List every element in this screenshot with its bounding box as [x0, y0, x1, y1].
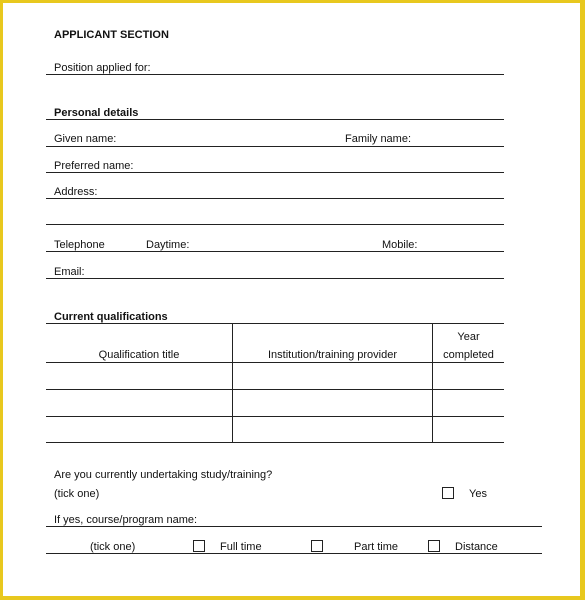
- yes-label: Yes: [469, 488, 487, 500]
- form-page: [3, 3, 580, 596]
- table-cell[interactable]: [433, 363, 504, 389]
- yes-checkbox[interactable]: [442, 487, 454, 499]
- study-question: Are you currently undertaking study/training?: [54, 469, 273, 481]
- course-name-field[interactable]: [46, 526, 542, 527]
- section-divider: [46, 119, 504, 120]
- table-cell[interactable]: [46, 363, 232, 389]
- email-label: Email:: [54, 266, 85, 278]
- address-field-line-2[interactable]: [46, 224, 504, 225]
- table-cell[interactable]: [233, 363, 432, 389]
- part-time-label: Part time: [354, 541, 399, 553]
- part-time-checkbox[interactable]: [311, 540, 323, 552]
- preferred-name-field[interactable]: [46, 172, 504, 173]
- table-cell[interactable]: [233, 417, 432, 442]
- full-time-label: Full time: [220, 541, 262, 553]
- address-field-line-1[interactable]: [46, 198, 504, 199]
- position-label: Position applied for:: [54, 62, 151, 74]
- mobile-label: Mobile:: [382, 239, 418, 251]
- table-cell[interactable]: [46, 390, 232, 416]
- telephone-label: Telephone: [54, 239, 105, 251]
- table-cell[interactable]: [233, 390, 432, 416]
- study-mode-line: [46, 553, 542, 554]
- header-year-line1: Year: [457, 331, 480, 343]
- personal-details-heading: Personal details: [54, 107, 139, 119]
- name-field[interactable]: [46, 146, 504, 147]
- tick-one-hint: (tick one): [54, 488, 100, 500]
- address-label: Address:: [54, 186, 98, 198]
- given-name-label: Given name:: [54, 133, 117, 145]
- table-cell[interactable]: [46, 417, 232, 442]
- header-institution: Institution/training provider: [267, 349, 397, 361]
- header-year-line2: completed: [443, 349, 494, 361]
- table-bottom-border: [46, 442, 504, 443]
- header-qualification-title: Qualification title: [98, 349, 180, 361]
- telephone-field[interactable]: [46, 251, 504, 252]
- table-top-border: [46, 323, 504, 324]
- section-title: APPLICANT SECTION: [54, 29, 169, 41]
- family-name-label: Family name:: [345, 133, 412, 145]
- full-time-checkbox[interactable]: [193, 540, 205, 552]
- table-cell[interactable]: [433, 417, 504, 442]
- position-field[interactable]: [46, 74, 504, 75]
- tick-one-hint: (tick one): [90, 541, 136, 553]
- email-field[interactable]: [46, 278, 504, 279]
- distance-checkbox[interactable]: [428, 540, 440, 552]
- distance-label: Distance: [455, 541, 498, 553]
- daytime-label: Daytime:: [146, 239, 190, 251]
- table-cell[interactable]: [433, 390, 504, 416]
- qualifications-heading: Current qualifications: [54, 311, 168, 323]
- preferred-name-label: Preferred name:: [54, 160, 134, 172]
- course-name-label: If yes, course/program name:: [54, 514, 198, 526]
